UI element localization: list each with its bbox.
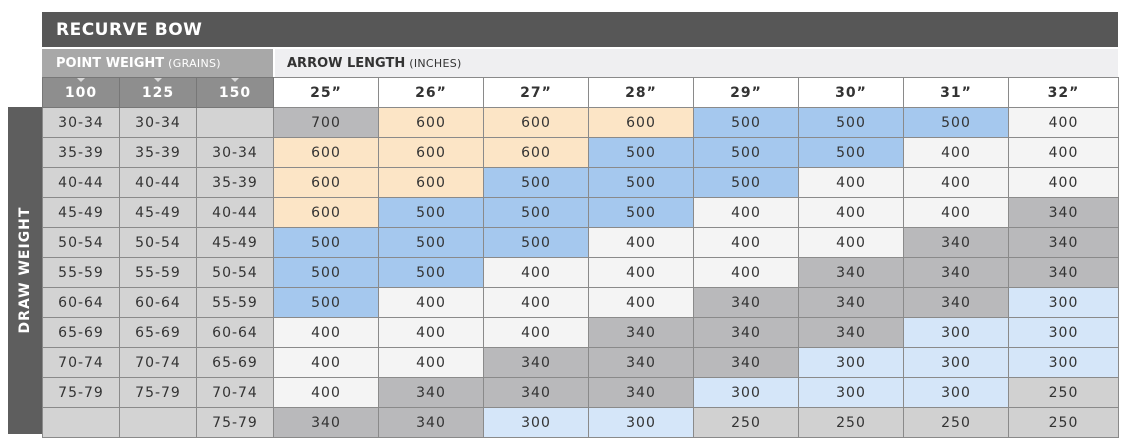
spine-cell: 400 [904, 168, 1009, 198]
spine-cell: 340 [904, 288, 1009, 318]
spine-cell: 500 [484, 198, 589, 228]
draw-weight-cell: 60-64 [120, 288, 197, 318]
arrow-length-column-header: 26” [379, 78, 484, 108]
spine-cell: 500 [484, 168, 589, 198]
arrow-length-column-header: 27” [484, 78, 589, 108]
spine-cell: 340 [799, 258, 904, 288]
spine-cell: 600 [274, 198, 379, 228]
spine-cell: 400 [379, 318, 484, 348]
spine-cell: 500 [904, 108, 1009, 138]
spine-cell: 400 [274, 348, 379, 378]
table-row [43, 228, 1119, 258]
draw-weight-cell: 70-74 [43, 348, 120, 378]
spine-cell: 400 [1009, 168, 1119, 198]
draw-weight-cell [120, 408, 197, 438]
spine-cell: 500 [694, 108, 799, 138]
draw-weight-cell: 75-79 [120, 378, 197, 408]
arrow-length-column-header: 31” [904, 78, 1009, 108]
spine-cell: 300 [904, 378, 1009, 408]
arrow-length-column-header: 28” [589, 78, 694, 108]
spine-cell: 500 [274, 288, 379, 318]
point-weight-header [42, 49, 273, 77]
spine-cell: 400 [379, 288, 484, 318]
spine-cell: 340 [694, 318, 799, 348]
spine-cell: 340 [589, 318, 694, 348]
draw-weight-cell: 70-74 [197, 378, 274, 408]
draw-weight-cell: 40-44 [120, 168, 197, 198]
draw-weight-axis [8, 107, 42, 434]
table-row [43, 348, 1119, 378]
spine-cell: 600 [379, 108, 484, 138]
spine-cell: 500 [274, 228, 379, 258]
spine-cell: 400 [1009, 138, 1119, 168]
draw-weight-cell: 40-44 [43, 168, 120, 198]
spine-cell: 400 [589, 228, 694, 258]
table-row [43, 108, 1119, 138]
spine-cell: 400 [694, 198, 799, 228]
spine-cell: 300 [1009, 318, 1119, 348]
spine-cell: 340 [1009, 258, 1119, 288]
table-row [43, 288, 1119, 318]
draw-weight-cell: 45-49 [43, 198, 120, 228]
spine-cell: 600 [379, 138, 484, 168]
spine-cell: 600 [484, 108, 589, 138]
draw-weight-cell: 75-79 [43, 378, 120, 408]
spine-cell: 400 [904, 198, 1009, 228]
spine-cell: 300 [904, 318, 1009, 348]
draw-weight-cell: 65-69 [197, 348, 274, 378]
spine-cell: 400 [484, 288, 589, 318]
spine-cell: 340 [274, 408, 379, 438]
spine-cell: 340 [589, 348, 694, 378]
arrow-length-header [275, 49, 1118, 77]
spine-cell: 340 [694, 348, 799, 378]
spine-cell: 700 [274, 108, 379, 138]
spine-cell: 300 [1009, 288, 1119, 318]
spine-cell: 300 [1009, 348, 1119, 378]
point-weight-label: POINT WEIGHT [56, 55, 165, 71]
spine-cell: 340 [904, 228, 1009, 258]
spine-cell: 340 [799, 288, 904, 318]
draw-weight-cell: 55-59 [197, 288, 274, 318]
spine-cell: 400 [274, 378, 379, 408]
spine-cell: 250 [1009, 408, 1119, 438]
spine-cell: 600 [274, 138, 379, 168]
draw-weight-cell: 75-79 [197, 408, 274, 438]
spine-cell: 400 [589, 288, 694, 318]
draw-weight-cell: 45-49 [197, 228, 274, 258]
table-row [43, 318, 1119, 348]
spine-cell: 400 [694, 228, 799, 258]
spine-cell: 340 [589, 378, 694, 408]
spine-cell: 300 [904, 348, 1009, 378]
spine-cell: 340 [484, 378, 589, 408]
spine-cell: 500 [589, 198, 694, 228]
draw-weight-cell: 50-54 [43, 228, 120, 258]
spine-cell: 600 [484, 138, 589, 168]
spine-cell: 340 [484, 348, 589, 378]
spine-cell: 400 [799, 228, 904, 258]
draw-weight-cell: 55-59 [43, 258, 120, 288]
spine-cell: 500 [799, 108, 904, 138]
draw-weight-cell: 50-54 [197, 258, 274, 288]
arrow-length-column-header: 25” [274, 78, 379, 108]
spine-cell: 400 [694, 258, 799, 288]
spine-cell: 250 [1009, 378, 1119, 408]
spine-cell: 340 [1009, 228, 1119, 258]
draw-weight-cell: 50-54 [120, 228, 197, 258]
spine-cell: 340 [904, 258, 1009, 288]
spine-cell: 340 [379, 378, 484, 408]
draw-weight-cell: 40-44 [197, 198, 274, 228]
table-row [43, 378, 1119, 408]
spine-cell: 300 [589, 408, 694, 438]
draw-weight-cell: 30-34 [43, 108, 120, 138]
spine-cell: 400 [484, 318, 589, 348]
draw-weight-label: DRAW WEIGHT [17, 206, 33, 334]
arrow-length-unit: (INCHES) [409, 56, 462, 70]
spine-cell: 400 [799, 168, 904, 198]
table-row [43, 168, 1119, 198]
spine-cell: 500 [589, 168, 694, 198]
draw-weight-cell: 55-59 [120, 258, 197, 288]
spine-cell: 340 [1009, 198, 1119, 228]
arrow-length-column-header: 32” [1009, 78, 1119, 108]
draw-weight-cell: 35-39 [43, 138, 120, 168]
arrow-length-column-header: 29” [694, 78, 799, 108]
point-weight-unit: (GRAINS) [168, 56, 221, 70]
draw-weight-cell: 60-64 [197, 318, 274, 348]
spine-cell: 500 [379, 228, 484, 258]
spine-cell: 300 [799, 378, 904, 408]
spine-cell: 400 [799, 198, 904, 228]
point-weight-column-header: 150 [197, 78, 274, 108]
spine-cell: 400 [904, 138, 1009, 168]
chart-title: RECURVE BOW [42, 12, 1118, 47]
draw-weight-cell: 70-74 [120, 348, 197, 378]
table-row [43, 198, 1119, 228]
draw-weight-cell: 30-34 [197, 138, 274, 168]
spine-cell: 500 [379, 258, 484, 288]
spine-cell: 500 [799, 138, 904, 168]
spine-cell: 300 [799, 348, 904, 378]
spine-cell: 400 [484, 258, 589, 288]
draw-weight-cell: 30-34 [120, 108, 197, 138]
spine-cell: 500 [379, 198, 484, 228]
table-body [43, 108, 1119, 438]
spine-cell: 500 [274, 258, 379, 288]
column-header-row [43, 78, 1119, 108]
spine-cell: 300 [484, 408, 589, 438]
table-row [43, 258, 1119, 288]
spine-cell: 500 [694, 168, 799, 198]
draw-weight-cell: 35-39 [197, 168, 274, 198]
spine-cell: 600 [379, 168, 484, 198]
spine-cell: 300 [694, 378, 799, 408]
arrow-length-label: ARROW LENGTH [287, 55, 406, 71]
spine-cell: 340 [694, 288, 799, 318]
draw-weight-cell: 65-69 [43, 318, 120, 348]
spine-cell: 340 [379, 408, 484, 438]
spine-cell: 250 [904, 408, 1009, 438]
table-row [43, 138, 1119, 168]
spine-cell: 400 [1009, 108, 1119, 138]
spine-cell: 400 [589, 258, 694, 288]
spine-cell: 400 [274, 318, 379, 348]
spine-cell: 250 [694, 408, 799, 438]
spine-cell: 600 [274, 168, 379, 198]
draw-weight-cell [43, 408, 120, 438]
point-weight-column-header: 100 [43, 78, 120, 108]
draw-weight-cell: 45-49 [120, 198, 197, 228]
draw-weight-cell: 60-64 [43, 288, 120, 318]
draw-weight-cell: 35-39 [120, 138, 197, 168]
spine-cell: 500 [484, 228, 589, 258]
spine-chart-table [42, 77, 1119, 438]
draw-weight-cell: 65-69 [120, 318, 197, 348]
draw-weight-cell [197, 108, 274, 138]
spine-cell: 500 [694, 138, 799, 168]
spine-cell: 500 [589, 138, 694, 168]
spine-cell: 600 [589, 108, 694, 138]
spine-cell: 340 [799, 318, 904, 348]
spine-cell: 400 [379, 348, 484, 378]
spine-cell: 250 [799, 408, 904, 438]
table-row [43, 408, 1119, 438]
arrow-length-column-header: 30” [799, 78, 904, 108]
point-weight-column-header: 125 [120, 78, 197, 108]
